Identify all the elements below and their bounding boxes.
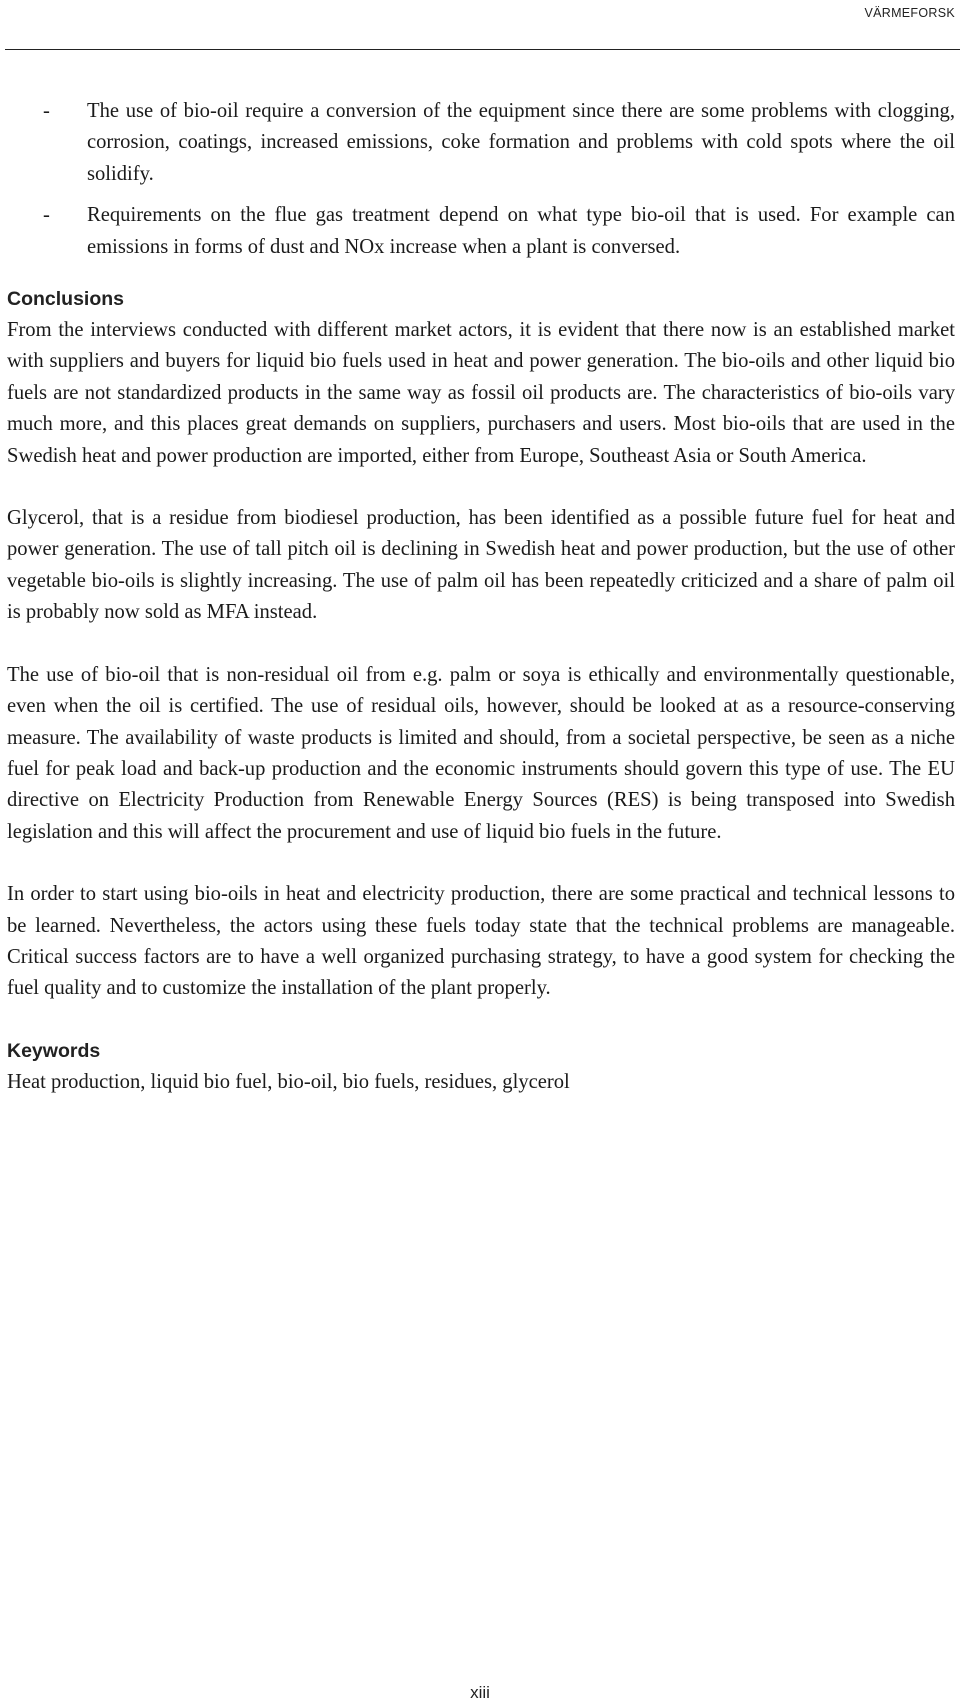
conclusions-paragraph: From the interviews conducted with different market actors, it is evident that there now is an established market with suppliers and buyers for liquid bio fuels used in heat and power generation. The bio-oils and other liquid bio fuels are not standardized products in the same way as fossil oil products are. The characteristics of bio-oils vary much more, and this places great demands on suppliers, purchasers and users. Most bio-oils that are used in the Swedish heat and power production are imported, either from Europe, Southeast Asia or South America. [7, 319, 955, 467]
conclusions-paragraph: The use of bio-oil that is non-residual oil from e.g. palm or soya is ethically and environmentally questionable, even when the oil is certified. The use of residual oils, however, should be looked at as a resource-conserving measure. The availability of waste products is limited and should, from a societal perspective, be seen as a niche fuel for peak load and back-up production and the economic instruments should govern this type of use. The EU directive on Electricity Production from Renewable Energy Sources (RES) is being transposed into Swedish legislation and this will affect the procurement and use of liquid bio fuels in the future. [7, 663, 955, 843]
bullet-dash: - [43, 100, 50, 122]
header-divider [5, 49, 960, 50]
bullet-text: The use of bio-oil require a conversion of the equipment since there are some problems with clogging, corrosion, coatings, increased emissions, coke formation and problems with cold spots where the oil solidify. [87, 100, 955, 185]
bullet-text: Requirements on the flue gas treatment depend on what type bio-oil that is used. For example can emissions in forms of dust and NOx increase when a plant is conversed. [87, 204, 955, 258]
page-number: xiii [470, 1683, 490, 1702]
page-body [7, 96, 955, 1098]
conclusions-paragraph: In order to start using bio-oils in heat and electricity production, there are some practical and technical lessons to be learned. Nevertheless, the actors using these fuels today state that the technical problems are manageable. Critical success factors are to have a well organized purchasing strategy, to have a good system for checking the fuel quality and to customize the installation of the plant properly. [7, 883, 955, 1000]
running-header: VÄRMEFORSK [864, 6, 955, 20]
bullet-dash: - [43, 204, 50, 227]
conclusions-paragraph: Glycerol, that is a residue from biodiesel production, has been identified as a possible future fuel for heat and power generation. The use of tall pitch oil is declining in Swedish heat and power production, but the use of other vegetable bio-oils is slightly increasing. The use of palm oil has been repeatedly criticized and a share of palm oil is probably now sold as MFA instead. [7, 507, 955, 624]
bullet-item [7, 96, 955, 190]
keywords-heading: Keywords [7, 1039, 101, 1062]
keywords-list: Heat production, liquid bio fuel, bio-oil, bio fuels, residues, glycerol [7, 1070, 570, 1093]
conclusions-heading: Conclusions [7, 288, 125, 311]
bullet-item [7, 200, 955, 263]
